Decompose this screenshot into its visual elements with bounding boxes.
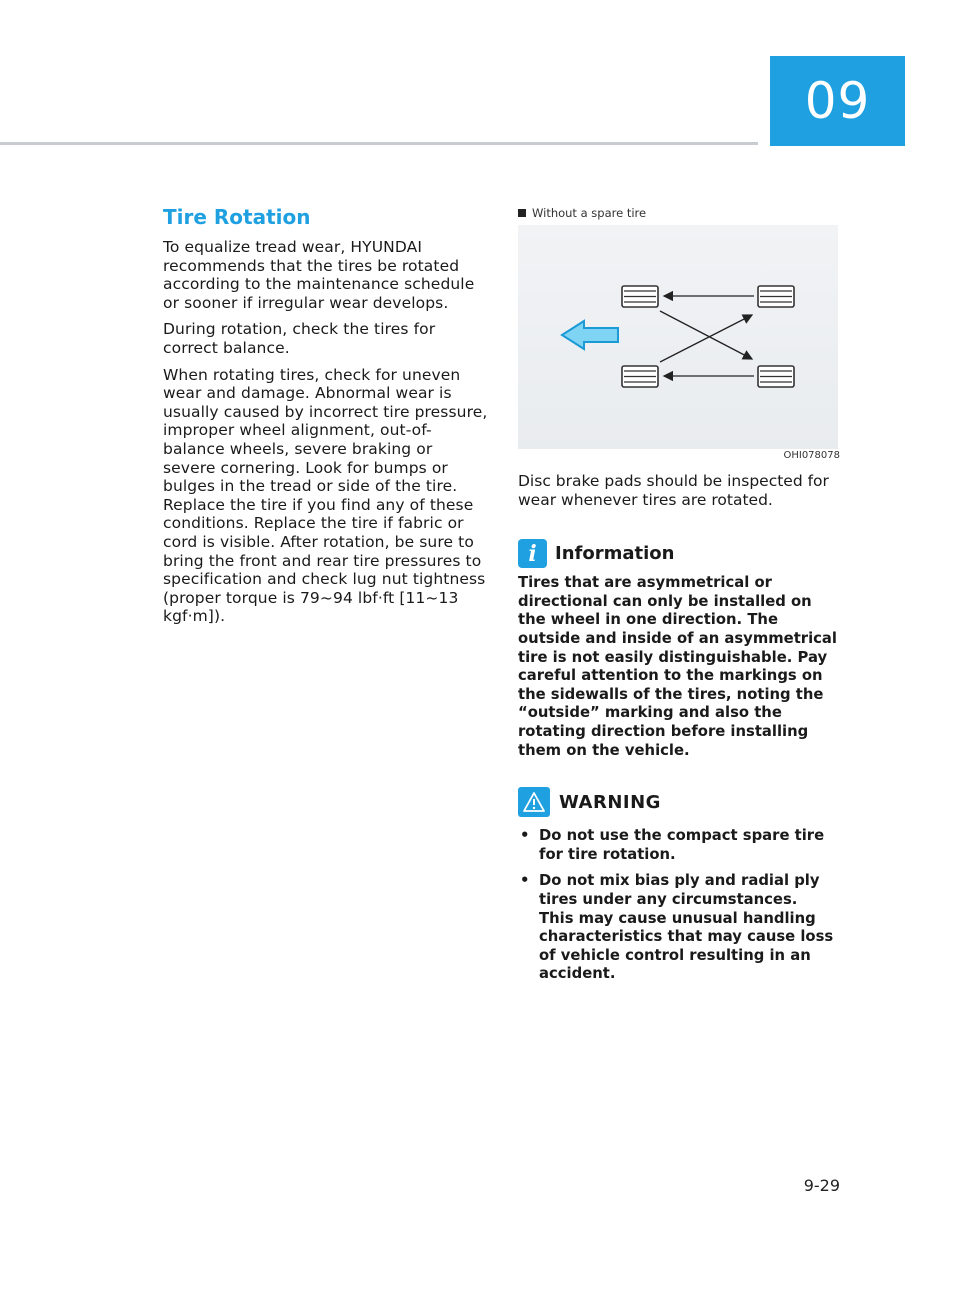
brake-pads-note: Disc brake pads should be inspected for wear whenever tires are rotated. xyxy=(518,472,829,509)
figure-code: OHI078078 xyxy=(783,450,840,461)
warning-item-text: Do not mix bias ply and radial ply tires under any circumstances. xyxy=(539,872,820,908)
figure-caption-text: Without a spare tire xyxy=(532,206,647,220)
square-bullet-icon xyxy=(518,209,526,217)
chapter-tab xyxy=(770,56,905,146)
left-column xyxy=(163,205,488,634)
direction-arrow-icon xyxy=(562,321,618,349)
tire-rear-left-icon xyxy=(758,286,794,307)
warning-item-text: Do not use the compact spare tire for tire rotation. xyxy=(539,827,825,863)
paragraph-inspection: When rotating tires, check for uneven wear and damage. Abnormal wear is usually caused by incorrect tire pressure, improper wheel alignment, out-of-balance wheels, severe braking or severe cornering. Look for bumps or bulges in the tread or side of the tire. Replace the tire if you find any of these conditions. Replace the tire if fabric or cord is visible. After rotation, be sure to bring the front and rear tire pressures to specification and check lug nut tightness (proper torque is 79~94 lbf·ft [11~13 kgf·m]). xyxy=(163,365,488,626)
paragraph-balance: During rotation, check the tires for correct balance. xyxy=(163,320,436,357)
bullet-icon: • xyxy=(520,872,530,890)
warning-list xyxy=(518,827,840,984)
tire-rotation-svg xyxy=(518,225,838,449)
warning-item xyxy=(518,872,840,984)
tire-rear-right-icon xyxy=(758,366,794,387)
information-header xyxy=(518,539,840,568)
warning-triangle-icon xyxy=(518,787,550,817)
tire-front-left-icon xyxy=(622,286,658,307)
warning-item-subtext: This may cause unusual handling characteristics that may cause loss of vehicle control resulting in an accident. xyxy=(539,909,834,983)
rotation-arrow-cross-down xyxy=(660,311,752,359)
rotation-arrow-cross-up xyxy=(660,315,752,362)
tire-rotation-diagram xyxy=(518,225,838,449)
chapter-number: 09 xyxy=(804,72,871,130)
warning-item xyxy=(518,827,840,864)
figure-caption xyxy=(518,206,840,220)
right-column xyxy=(518,206,840,992)
information-title: Information xyxy=(555,543,675,565)
paragraph-intro: To equalize tread wear, HYUNDAI recommends that the tires be rotated according to the maintenance schedule or sooner if irregular wear develops. xyxy=(163,238,475,312)
information-text: Tires that are asymmetrical or directional can only be installed on the wheel in one direction. The outside and inside of an asymmetrical tire is not easily distinguishable. Pay careful attention to the markings on the sidewalls of the tires, noting the “outside” marking and also the rotating direction before installing them on the vehicle. xyxy=(518,574,837,759)
information-icon: i xyxy=(518,539,547,568)
header-rule xyxy=(0,142,758,145)
page-number: 9-29 xyxy=(803,1176,840,1195)
warning-header xyxy=(518,787,840,817)
warning-title: WARNING xyxy=(559,791,661,813)
tire-front-right-icon xyxy=(622,366,658,387)
section-title: Tire Rotation xyxy=(163,205,311,229)
bullet-icon: • xyxy=(520,827,530,845)
